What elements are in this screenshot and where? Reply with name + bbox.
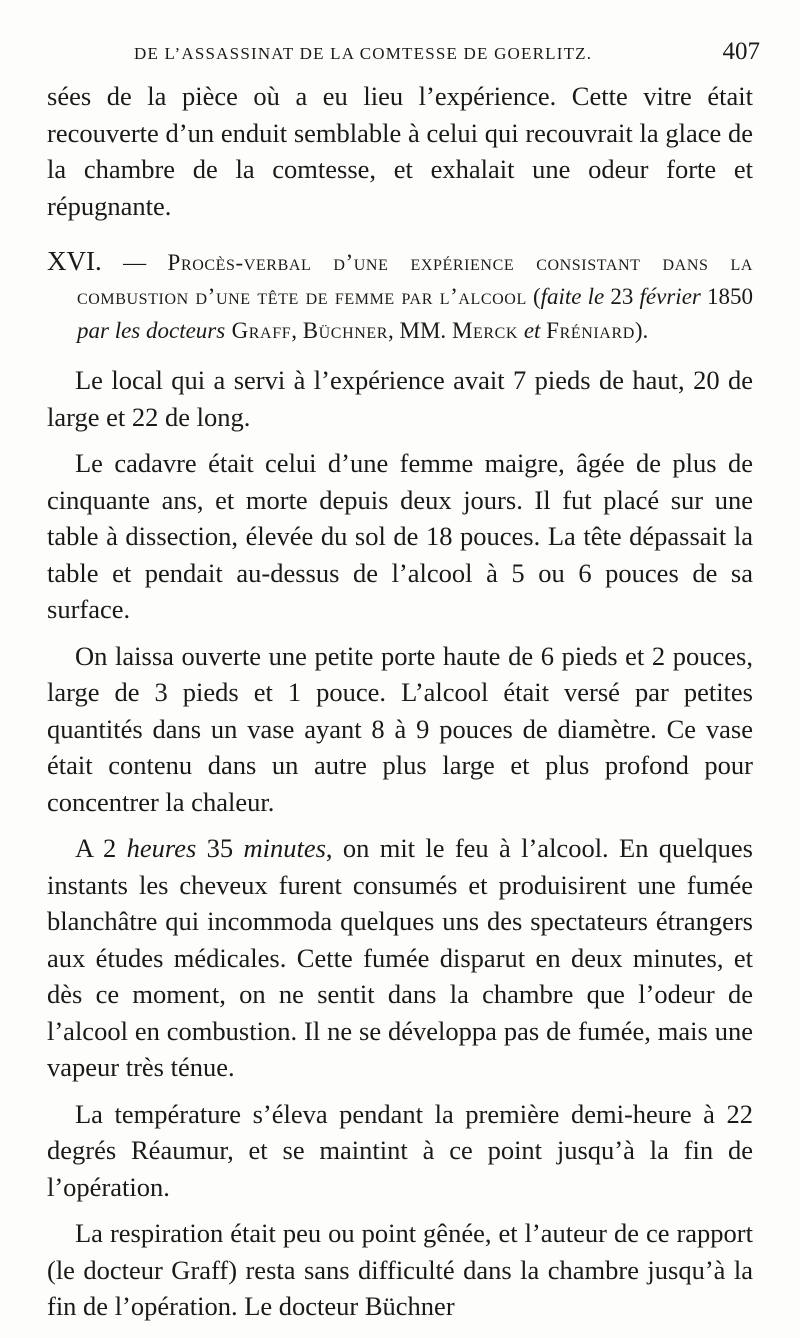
heading-date: 23 (604, 284, 640, 309)
p4-mid: 35 (196, 833, 244, 863)
heading-paren-close: ). (634, 318, 649, 343)
heading-year: 1850 (700, 284, 753, 309)
heading-title: Procès-verbal d’une expérience consistant dans la combustion d’une tête de femme par l’alcool (77, 250, 753, 309)
section-heading-text (47, 244, 753, 348)
p4-rest: , on mit le feu à l’alcool. En quelques instants les cheveux furent consumés et produisirent une fumée blanchâtre qui incommoda quelques uns des spectateurs étrangers aux études médicales. Cette fumée disparut en deux minutes, et dès ce moment, on ne sentit dans la chambre que l’odeur de l’alcool en combustion. Il ne se développa pas de fumée, mais une vapeur très ténue. (47, 833, 753, 1082)
p4-heures: heures (126, 833, 197, 863)
paragraph-spacer (47, 628, 753, 638)
section-number: XVI. (47, 246, 102, 276)
running-header (46, 38, 760, 68)
heading-italic-4: et (518, 318, 547, 343)
page-number: 407 (722, 38, 760, 65)
heading-name-freniard: Fréniard (546, 318, 635, 343)
paragraph-porte: On laissa ouverte une petite porte haute de 6 pieds et 2 pouces, large de 3 pieds et 1 pouce. L’alcool était versé par petites quantités dans un vase ayant 8 à 9 pouces de diamètre. Ce vase était contenu dans un autre plus large et plus profond pour concentrer la chaleur. (47, 640, 753, 817)
heading-dash: — (101, 250, 168, 275)
heading-italic-2: février (639, 284, 701, 309)
heading-name-buchner: Büchner (302, 318, 389, 343)
paragraph-continued: sées de la pièce où a eu lieu l’expérience. Cette vitre était recouverte d’un enduit semblable à celui qui recouvrait la glace de la chambre de la comtesse, et exhalait une odeur forte et répugnante. (47, 81, 753, 221)
paragraph-cadavre: Le cadavre était celui d’une femme maigre, âgée de plus de cinquante ans, et morte depuis deux jours. Il fut placé sur une table à dissection, élevée du sol de 18 pouces. La tête dépassait la table et pendait au-dessus de l’alcool à 5 ou 6 pouces de sa surface. (47, 448, 753, 624)
body-text (47, 78, 753, 1325)
paragraph-spacer (47, 1086, 753, 1096)
heading-name-merck: Merck (451, 318, 519, 343)
paragraph-respiration: La respiration était peu ou point gênée, et l’auteur de ce rapport (le docteur Graff) resta sans difficulté dans la chambre jusqu’à la fin de l’opération. Le docteur Büchner (47, 1218, 753, 1321)
heading-paren-open: ( (526, 284, 541, 309)
heading-mm: MM. (399, 318, 452, 343)
running-title: DE L’ASSASSINAT DE LA COMTESSE DE GOERLITZ. (134, 44, 593, 63)
heading-sep-1: , (291, 318, 303, 343)
paragraph-local: Le local qui a servi à l’expérience avait 7 pieds de haut, 20 de large et 22 de long. (47, 365, 753, 432)
p4-minutes: minutes (243, 833, 326, 863)
heading-name-graff: Graff (225, 318, 292, 343)
paragraph-temperature: La température s’éleva pendant la première demi-heure à 22 degrés Réaumur, et se maintint à ce point jusqu’à la fin de l’opération. (47, 1098, 753, 1202)
paragraph-spacer (47, 1205, 753, 1215)
heading-italic-3: par les docteurs (77, 318, 226, 343)
p4-start: A 2 (75, 833, 127, 863)
heading-italic-1: faite le (540, 284, 605, 309)
paragraph-spacer (47, 435, 753, 445)
paragraph-feu (47, 830, 753, 1086)
section-heading (47, 244, 753, 348)
heading-sep-2: , (388, 318, 400, 343)
paragraph-spacer (47, 820, 753, 830)
